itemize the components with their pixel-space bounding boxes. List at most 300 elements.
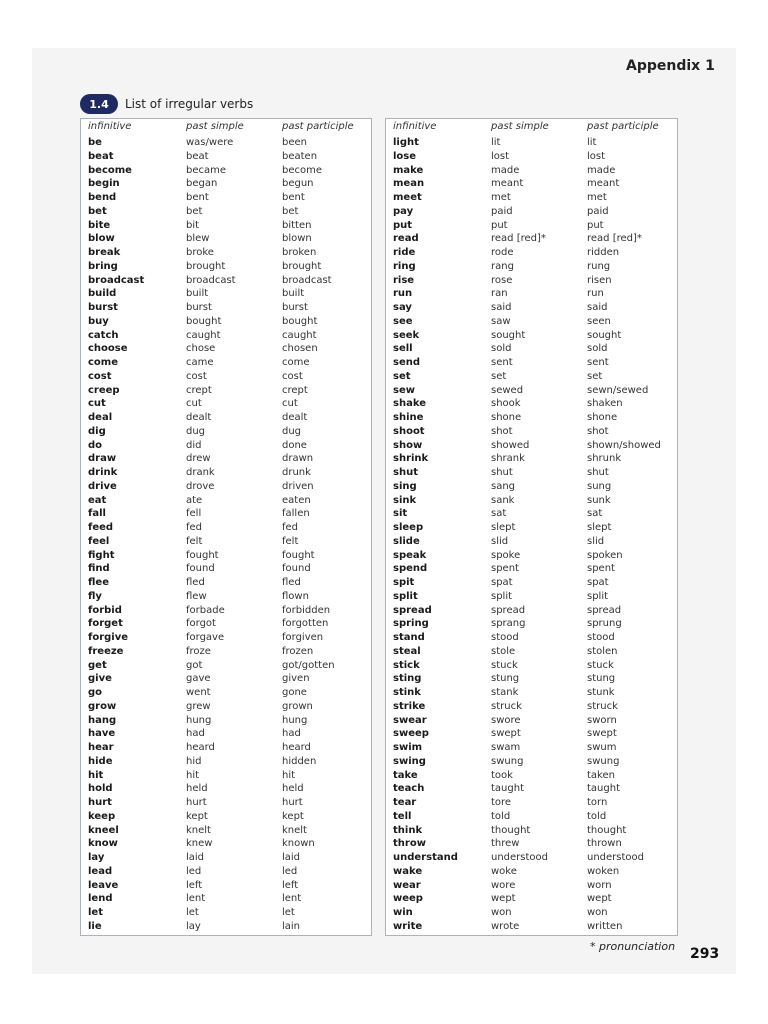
table-row: [81, 631, 371, 645]
past-simple-cell: stung: [491, 673, 520, 685]
table-row: [81, 617, 371, 631]
infinitive-cell: think: [393, 824, 423, 836]
table-row: [81, 549, 371, 563]
infinitive-cell: sleep: [393, 522, 424, 533]
infinitive-cell: wear: [393, 879, 421, 891]
infinitive-cell: bend: [88, 192, 117, 203]
infinitive-cell: sew: [393, 384, 415, 396]
past-participle-cell: understood: [587, 852, 645, 863]
infinitive-cell: lend: [88, 893, 113, 905]
past-participle-cell: spread: [587, 604, 622, 616]
past-simple-cell: rode: [491, 247, 514, 258]
past-simple-cell: lent: [186, 893, 206, 905]
past-simple-cell: stole: [491, 645, 516, 657]
past-simple-cell: paid: [491, 205, 513, 217]
infinitive-cell: lead: [88, 865, 113, 877]
header-infinitive: infinitive: [88, 121, 132, 132]
past-participle-cell: sunk: [587, 494, 611, 506]
infinitive-cell: sing: [393, 480, 417, 492]
past-simple-cell: felt: [186, 535, 203, 547]
infinitive-cell: begin: [88, 178, 120, 190]
table-row: [81, 411, 371, 425]
past-participle-cell: made: [587, 164, 616, 176]
infinitive-cell: stick: [393, 659, 420, 671]
past-simple-cell: wrote: [491, 920, 520, 932]
past-simple-cell: ran: [491, 288, 508, 300]
infinitive-cell: forbid: [88, 604, 122, 616]
past-participle-cell: dealt: [282, 412, 308, 423]
past-participle-cell: stolen: [587, 645, 618, 657]
infinitive-cell: tell: [393, 810, 412, 822]
table-row: [81, 810, 371, 824]
table-row: [386, 205, 677, 219]
past-simple-cell: bit: [186, 219, 200, 231]
infinitive-cell: shine: [393, 412, 424, 423]
infinitive-cell: fly: [88, 590, 102, 602]
infinitive-cell: bet: [88, 205, 107, 217]
table-row: [386, 782, 677, 796]
infinitive-cell: cost: [88, 370, 112, 382]
past-participle-cell: risen: [587, 274, 612, 286]
past-simple-cell: spoke: [491, 549, 521, 561]
table-row: [81, 425, 371, 439]
past-participle-cell: cost: [282, 370, 303, 382]
infinitive-cell: break: [88, 247, 121, 258]
past-simple-cell: took: [491, 769, 513, 781]
table-row: [386, 659, 677, 673]
table-row: [81, 191, 371, 205]
past-simple-cell: hid: [186, 755, 202, 767]
past-participle-cell: laid: [282, 852, 301, 863]
past-participle-cell: chosen: [282, 343, 318, 355]
table-row: [386, 136, 677, 150]
past-participle-cell: broken: [282, 247, 317, 258]
past-simple-cell: came: [186, 357, 214, 368]
past-participle-cell: built: [282, 288, 305, 300]
past-participle-cell: paid: [587, 205, 609, 217]
infinitive-cell: burst: [88, 302, 118, 313]
past-participle-cell: broadcast: [282, 274, 332, 286]
past-simple-cell: shone: [491, 412, 522, 423]
table-row: [386, 425, 677, 439]
table-row: [386, 892, 677, 906]
table-row: [81, 397, 371, 411]
table-row: [386, 727, 677, 741]
infinitive-cell: find: [88, 563, 110, 575]
table-row: [386, 329, 677, 343]
table-row: [81, 356, 371, 370]
past-simple-cell: understood: [491, 852, 549, 863]
past-simple-cell: bet: [186, 205, 203, 217]
infinitive-cell: sit: [393, 508, 408, 520]
table-row: [81, 755, 371, 769]
table-row: [386, 452, 677, 466]
table-row: [386, 549, 677, 563]
infinitive-cell: eat: [88, 494, 107, 506]
past-participle-cell: swung: [587, 755, 620, 767]
past-simple-cell: burst: [186, 302, 212, 313]
table-row: [386, 631, 677, 645]
past-simple-cell: kept: [186, 810, 208, 822]
infinitive-cell: hurt: [88, 797, 112, 808]
infinitive-cell: ring: [393, 260, 416, 272]
past-participle-cell: felt: [282, 535, 299, 547]
past-participle-cell: come: [282, 357, 310, 368]
infinitive-cell: have: [88, 728, 116, 740]
table-row: [386, 672, 677, 686]
past-participle-cell: stunk: [587, 687, 615, 698]
table-row: [81, 521, 371, 535]
past-simple-cell: shot: [491, 425, 513, 437]
past-participle-cell: fallen: [282, 508, 310, 520]
past-participle-cell: stood: [587, 632, 615, 643]
past-simple-cell: struck: [491, 700, 522, 712]
past-participle-cell: dug: [282, 425, 302, 437]
past-participle-cell: given: [282, 673, 310, 685]
header-past-participle: past participle: [587, 121, 659, 132]
infinitive-cell: stand: [393, 632, 425, 643]
infinitive-cell: split: [393, 590, 418, 602]
infinitive-cell: tear: [393, 797, 417, 808]
past-participle-cell: hit: [282, 769, 296, 781]
past-participle-cell: set: [587, 370, 603, 382]
past-simple-cell: chose: [186, 343, 216, 355]
past-participle-cell: flown: [282, 590, 309, 602]
past-simple-cell: slid: [491, 535, 509, 547]
past-simple-cell: froze: [186, 645, 211, 657]
infinitive-cell: forget: [88, 618, 123, 630]
past-participle-cell: got/gotten: [282, 659, 335, 671]
past-simple-cell: was/were: [186, 137, 234, 148]
infinitive-cell: pay: [393, 205, 414, 217]
infinitive-cell: make: [393, 164, 424, 176]
past-simple-cell: taught: [491, 783, 524, 795]
table-row: [81, 274, 371, 288]
infinitive-cell: read: [393, 233, 419, 245]
infinitive-cell: dig: [88, 425, 106, 437]
infinitive-cell: cut: [88, 398, 106, 410]
table-row: [386, 150, 677, 164]
past-participle-cell: gone: [282, 687, 307, 698]
table-row: [386, 714, 677, 728]
table-row: [81, 177, 371, 191]
table-row: [81, 329, 371, 343]
infinitive-cell: stink: [393, 687, 421, 698]
infinitive-cell: slide: [393, 535, 420, 547]
past-participle-cell: woken: [587, 865, 620, 877]
past-participle-cell: sworn: [587, 714, 617, 726]
table-row: [386, 769, 677, 783]
past-simple-cell: spread: [491, 604, 526, 616]
table-row: [81, 590, 371, 604]
past-participle-cell: shown/showed: [587, 439, 661, 451]
past-simple-cell: fell: [186, 508, 202, 520]
infinitive-cell: hit: [88, 769, 104, 781]
past-simple-cell: sang: [491, 480, 516, 492]
infinitive-cell: get: [88, 659, 107, 671]
past-participle-cell: run: [587, 288, 604, 300]
table-row: [81, 287, 371, 301]
past-participle-cell: read [red]*: [587, 233, 642, 245]
table-row: [81, 246, 371, 260]
header-past-simple: past simple: [186, 121, 244, 132]
past-participle-cell: let: [282, 907, 295, 918]
table-row: [81, 906, 371, 920]
past-participle-cell: caught: [282, 329, 317, 341]
past-participle-cell: beaten: [282, 150, 318, 162]
table-row: [81, 714, 371, 728]
table-row: [386, 879, 677, 893]
past-simple-cell: hurt: [186, 797, 207, 808]
past-simple-cell: flew: [186, 590, 207, 602]
past-participle-cell: stung: [587, 673, 616, 685]
infinitive-cell: deal: [88, 412, 113, 423]
past-simple-cell: shut: [491, 467, 513, 478]
past-participle-cell: forgiven: [282, 632, 324, 643]
past-simple-cell: broadcast: [186, 274, 236, 286]
past-participle-cell: drunk: [282, 467, 311, 478]
table-row: [81, 645, 371, 659]
past-simple-cell: began: [186, 178, 218, 190]
infinitive-cell: shrink: [393, 453, 429, 465]
table-row: [386, 246, 677, 260]
infinitive-cell: understand: [393, 852, 458, 863]
past-simple-cell: woke: [491, 865, 517, 877]
past-simple-cell: thought: [491, 824, 531, 836]
infinitive-cell: see: [393, 315, 413, 327]
infinitive-cell: do: [88, 439, 103, 451]
infinitive-cell: weep: [393, 893, 423, 905]
table-row: [81, 494, 371, 508]
past-simple-cell: wore: [491, 879, 516, 891]
infinitive-cell: blow: [88, 233, 115, 245]
past-participle-cell: hurt: [282, 797, 303, 808]
past-participle-cell: sold: [587, 343, 608, 355]
table-row: [386, 232, 677, 246]
infinitive-cell: kneel: [88, 824, 119, 836]
past-simple-cell: crept: [186, 384, 212, 396]
infinitive-cell: sweep: [393, 728, 429, 740]
verb-table-right: [385, 118, 678, 936]
table-row: [81, 727, 371, 741]
infinitive-cell: freeze: [88, 645, 124, 657]
table-row: [81, 150, 371, 164]
table-row: [386, 397, 677, 411]
table-header: [81, 119, 371, 135]
past-simple-cell: sank: [491, 494, 515, 506]
infinitive-cell: bring: [88, 260, 118, 272]
table-rows: [386, 135, 677, 934]
table-row: [81, 164, 371, 178]
past-simple-cell: made: [491, 164, 520, 176]
infinitive-cell: let: [88, 907, 103, 918]
past-simple-cell: lost: [491, 150, 510, 162]
verb-table-left: [80, 118, 372, 936]
past-participle-cell: slept: [587, 522, 612, 533]
infinitive-cell: strike: [393, 700, 426, 712]
infinitive-cell: leave: [88, 879, 119, 891]
past-simple-cell: stank: [491, 687, 519, 698]
table-row: [386, 507, 677, 521]
table-rows: [81, 135, 371, 934]
table-row: [386, 576, 677, 590]
past-simple-cell: let: [186, 907, 199, 918]
past-participle-cell: lain: [282, 920, 301, 932]
past-participle-cell: slid: [587, 535, 605, 547]
infinitive-cell: speak: [393, 549, 427, 561]
past-participle-cell: grown: [282, 700, 313, 712]
past-participle-cell: worn: [587, 879, 612, 891]
past-participle-cell: bitten: [282, 219, 312, 231]
past-simple-cell: beat: [186, 150, 209, 162]
table-row: [386, 562, 677, 576]
infinitive-cell: spit: [393, 577, 415, 588]
table-row: [386, 521, 677, 535]
header-infinitive: infinitive: [393, 121, 437, 132]
infinitive-cell: rise: [393, 274, 415, 286]
table-row: [386, 480, 677, 494]
past-simple-cell: meant: [491, 178, 524, 190]
past-simple-cell: heard: [186, 742, 215, 753]
past-simple-cell: split: [491, 590, 513, 602]
table-row: [81, 865, 371, 879]
infinitive-cell: catch: [88, 329, 119, 341]
past-simple-cell: sat: [491, 508, 507, 520]
footnote: * pronunciation: [590, 940, 676, 953]
infinitive-cell: sink: [393, 494, 417, 506]
table-row: [81, 892, 371, 906]
table-row: [81, 136, 371, 150]
past-simple-cell: hit: [186, 769, 200, 781]
infinitive-cell: shut: [393, 467, 418, 478]
past-participle-cell: stuck: [587, 659, 614, 671]
past-participle-cell: found: [282, 563, 311, 575]
past-simple-cell: built: [186, 288, 209, 300]
infinitive-cell: seek: [393, 329, 420, 341]
past-simple-cell: swept: [491, 728, 521, 740]
section-heading: [80, 94, 253, 114]
past-simple-cell: broke: [186, 247, 214, 258]
past-simple-cell: led: [186, 865, 202, 877]
table-row: [81, 741, 371, 755]
infinitive-cell: take: [393, 769, 418, 781]
past-simple-cell: blew: [186, 233, 210, 245]
past-simple-cell: spent: [491, 563, 519, 575]
infinitive-cell: build: [88, 288, 117, 300]
infinitive-cell: shoot: [393, 425, 425, 437]
infinitive-cell: mean: [393, 178, 425, 190]
infinitive-cell: teach: [393, 783, 425, 795]
past-simple-cell: found: [186, 563, 215, 575]
section-number-badge: 1.4: [80, 94, 118, 114]
table-row: [386, 342, 677, 356]
infinitive-cell: hang: [88, 714, 117, 726]
infinitive-cell: meet: [393, 192, 422, 203]
past-participle-cell: sprung: [587, 618, 622, 630]
table-row: [386, 466, 677, 480]
table-row: [81, 342, 371, 356]
past-simple-cell: gave: [186, 673, 211, 685]
infinitive-cell: feel: [88, 535, 110, 547]
table-row: [386, 645, 677, 659]
past-simple-cell: drank: [186, 467, 215, 478]
table-row: [386, 824, 677, 838]
past-participle-cell: swum: [587, 742, 617, 753]
infinitive-cell: sting: [393, 673, 422, 685]
past-simple-cell: cost: [186, 370, 207, 382]
past-participle-cell: shone: [587, 412, 618, 423]
past-participle-cell: forgotten: [282, 618, 329, 630]
infinitive-cell: creep: [88, 384, 120, 396]
past-simple-cell: did: [186, 439, 202, 451]
infinitive-cell: forgive: [88, 632, 129, 643]
table-row: [386, 301, 677, 315]
infinitive-cell: sell: [393, 343, 413, 355]
table-row: [81, 686, 371, 700]
page-number: 293: [690, 946, 720, 962]
section-title: List of irregular verbs: [125, 97, 254, 111]
table-row: [386, 604, 677, 618]
table-header: [386, 119, 677, 135]
past-participle-cell: bent: [282, 192, 305, 203]
table-row: [81, 507, 371, 521]
table-row: [386, 617, 677, 631]
past-participle-cell: meant: [587, 178, 620, 190]
past-simple-cell: swam: [491, 742, 521, 753]
infinitive-cell: light: [393, 137, 419, 148]
table-row: [386, 535, 677, 549]
table-row: [81, 535, 371, 549]
table-row: [386, 274, 677, 288]
past-participle-cell: spent: [587, 563, 615, 575]
infinitive-cell: put: [393, 219, 413, 231]
past-participle-cell: frozen: [282, 645, 314, 657]
table-row: [81, 205, 371, 219]
infinitive-cell: broadcast: [88, 274, 145, 286]
past-participle-cell: sent: [587, 357, 609, 368]
table-row: [81, 920, 371, 934]
table-row: [81, 796, 371, 810]
past-simple-cell: tore: [491, 797, 512, 808]
table-row: [386, 384, 677, 398]
table-row: [386, 837, 677, 851]
past-simple-cell: grew: [186, 700, 211, 712]
past-simple-cell: rose: [491, 274, 513, 286]
past-simple-cell: wept: [491, 893, 516, 905]
infinitive-cell: lose: [393, 150, 417, 162]
infinitive-cell: show: [393, 439, 423, 451]
past-participle-cell: taught: [587, 783, 620, 795]
past-participle-cell: rung: [587, 260, 611, 272]
infinitive-cell: wake: [393, 865, 423, 877]
table-row: [386, 906, 677, 920]
infinitive-cell: feed: [88, 522, 114, 533]
table-row: [386, 411, 677, 425]
past-participle-cell: taken: [587, 769, 615, 781]
table-row: [386, 439, 677, 453]
table-row: [386, 851, 677, 865]
table-row: [81, 301, 371, 315]
past-participle-cell: driven: [282, 480, 314, 492]
past-simple-cell: lit: [491, 137, 501, 148]
table-row: [386, 590, 677, 604]
past-simple-cell: held: [186, 783, 208, 795]
infinitive-cell: fight: [88, 549, 115, 561]
infinitive-cell: lay: [88, 852, 105, 863]
past-participle-cell: hidden: [282, 755, 317, 767]
infinitive-cell: fall: [88, 508, 106, 520]
table-row: [81, 851, 371, 865]
